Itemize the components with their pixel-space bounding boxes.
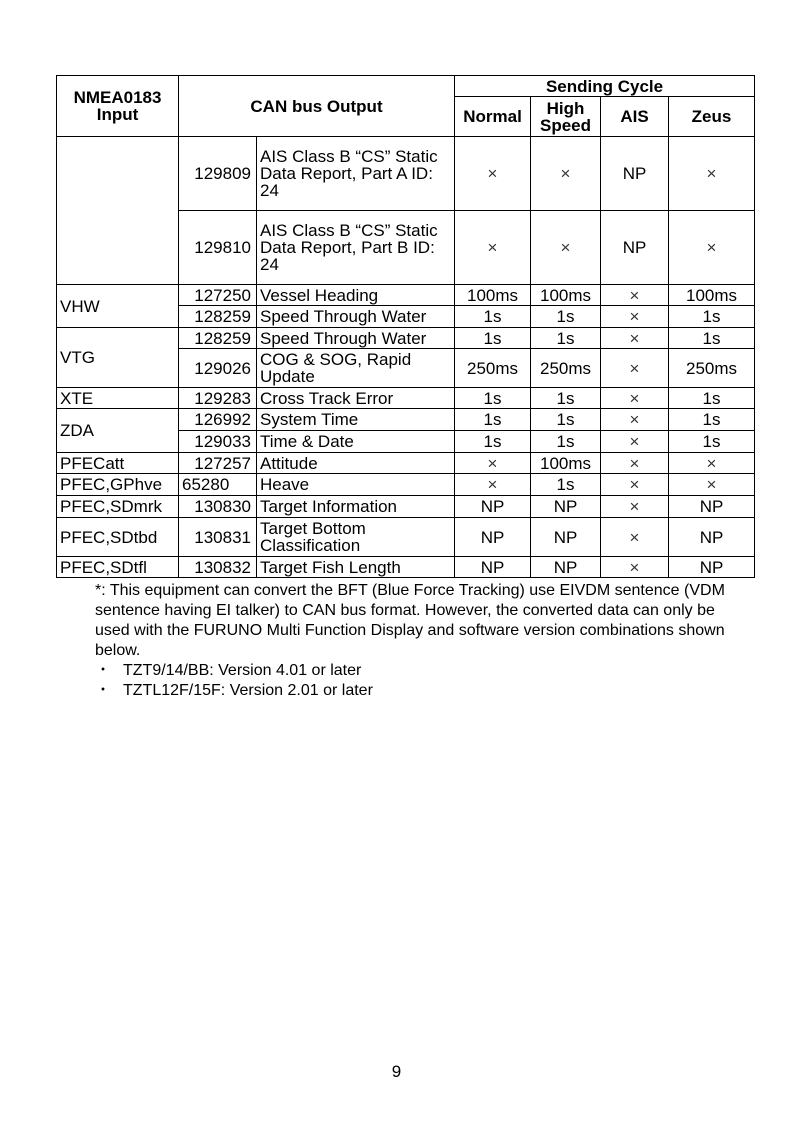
row-pgn: 129283 xyxy=(179,388,257,409)
row-high-speed: × xyxy=(531,137,601,211)
row-normal: 1s xyxy=(455,388,531,409)
row-normal: × xyxy=(455,474,531,496)
row-zeus: NP xyxy=(669,496,755,518)
table-row xyxy=(57,453,755,474)
row-zeus: 1s xyxy=(669,431,755,453)
row-normal: 1s xyxy=(455,431,531,453)
row-high-speed: 1s xyxy=(531,431,601,453)
row-zeus: 1s xyxy=(669,328,755,349)
footnote xyxy=(95,581,735,701)
row-description: Speed Through Water xyxy=(257,306,455,328)
row-description: COG & SOG, Rapid Update xyxy=(257,349,455,388)
row-input: XTE xyxy=(57,388,179,409)
row-zeus: × xyxy=(669,453,755,474)
row-ais: × xyxy=(601,496,669,518)
row-description: Target Fish Length xyxy=(257,557,455,578)
row-input: PFEC,SDmrk xyxy=(57,496,179,518)
row-input: ZDA xyxy=(57,409,179,453)
table-row xyxy=(57,557,755,578)
row-high-speed: 1s xyxy=(531,328,601,349)
row-ais: × xyxy=(601,474,669,496)
footnote-paragraph: *: This equipment can convert the BFT (Blue Force Tracking) use EIVDM sentence (VDM sentence having EI talker) to CAN bus format. However, the converted data can only be used with the FURUNO Multi Function Display and software version combinations shown below. xyxy=(95,582,725,659)
table-row xyxy=(57,285,755,306)
row-zeus: 100ms xyxy=(669,285,755,306)
row-high-speed: × xyxy=(531,211,601,285)
table-row xyxy=(57,328,755,349)
row-high-speed: 100ms xyxy=(531,453,601,474)
row-pgn: 126992 xyxy=(179,409,257,431)
row-normal: NP xyxy=(455,557,531,578)
row-normal: × xyxy=(455,137,531,211)
row-pgn: 127250 xyxy=(179,285,257,306)
row-pgn: 129026 xyxy=(179,349,257,388)
bullet-mark: ・ xyxy=(95,682,112,699)
row-pgn: 130831 xyxy=(179,518,257,557)
row-pgn: 130832 xyxy=(179,557,257,578)
row-normal: 1s xyxy=(455,328,531,349)
row-zeus: × xyxy=(669,474,755,496)
list-item xyxy=(95,681,735,701)
row-ais: × xyxy=(601,285,669,306)
row-normal: 1s xyxy=(455,409,531,431)
row-pgn: 128259 xyxy=(179,306,257,328)
sending-cycle-table xyxy=(56,75,755,578)
row-ais: NP xyxy=(601,211,669,285)
row-ais: × xyxy=(601,409,669,431)
row-high-speed: 1s xyxy=(531,474,601,496)
row-zeus: 1s xyxy=(669,306,755,328)
table-row xyxy=(57,388,755,409)
header-zeus: Zeus xyxy=(669,97,755,137)
row-input: VHW xyxy=(57,285,179,328)
row-zeus: 250ms xyxy=(669,349,755,388)
row-ais: × xyxy=(601,306,669,328)
row-zeus: 1s xyxy=(669,388,755,409)
row-ais: × xyxy=(601,328,669,349)
row-ais: × xyxy=(601,388,669,409)
row-normal: NP xyxy=(455,518,531,557)
row-pgn: 65280 xyxy=(179,474,257,496)
row-input: VTG xyxy=(57,328,179,388)
row-ais: × xyxy=(601,518,669,557)
version-requirement: TZTL12F/15F: Version 2.01 or later xyxy=(123,682,373,699)
header-high-speed: High Speed xyxy=(531,97,601,137)
row-input: PFECatt xyxy=(57,453,179,474)
row-zeus: NP xyxy=(669,518,755,557)
row-input xyxy=(57,137,179,285)
row-high-speed: NP xyxy=(531,496,601,518)
row-high-speed: 1s xyxy=(531,306,601,328)
row-normal: 250ms xyxy=(455,349,531,388)
row-description: Attitude xyxy=(257,453,455,474)
row-normal: × xyxy=(455,453,531,474)
row-description: AIS Class B “CS” Static Data Report, Part A ID: 24 xyxy=(257,137,455,211)
table-row xyxy=(57,409,755,431)
row-description: Heave xyxy=(257,474,455,496)
row-zeus: NP xyxy=(669,557,755,578)
row-ais: × xyxy=(601,431,669,453)
row-description: Vessel Heading xyxy=(257,285,455,306)
row-pgn: 129033 xyxy=(179,431,257,453)
row-description: Target Information xyxy=(257,496,455,518)
header-normal: Normal xyxy=(455,97,531,137)
header-ais: AIS xyxy=(601,97,669,137)
row-zeus: 1s xyxy=(669,409,755,431)
version-requirement: TZT9/14/BB: Version 4.01 or later xyxy=(123,662,362,679)
row-input: PFEC,SDtfl xyxy=(57,557,179,578)
sending-cycle-table-container xyxy=(56,75,754,578)
row-input: PFEC,GPhve xyxy=(57,474,179,496)
row-input: PFEC,SDtbd xyxy=(57,518,179,557)
row-description: Speed Through Water xyxy=(257,328,455,349)
header-nmea-input: NMEA0183 Input xyxy=(57,76,179,137)
table-row xyxy=(57,137,755,211)
header-can-output: CAN bus Output xyxy=(179,76,455,137)
row-pgn: 130830 xyxy=(179,496,257,518)
list-item xyxy=(95,661,735,681)
header-sending-cycle: Sending Cycle xyxy=(455,76,755,97)
row-normal: 100ms xyxy=(455,285,531,306)
row-high-speed: NP xyxy=(531,518,601,557)
row-normal: NP xyxy=(455,496,531,518)
row-high-speed: 100ms xyxy=(531,285,601,306)
row-pgn: 129809 xyxy=(179,137,257,211)
row-high-speed: NP xyxy=(531,557,601,578)
row-zeus: × xyxy=(669,211,755,285)
row-high-speed: 1s xyxy=(531,409,601,431)
row-high-speed: 250ms xyxy=(531,349,601,388)
row-high-speed: 1s xyxy=(531,388,601,409)
row-description: Target Bottom Classification xyxy=(257,518,455,557)
row-description: AIS Class B “CS” Static Data Report, Part B ID: 24 xyxy=(257,211,455,285)
table-row xyxy=(57,474,755,496)
row-description: Time & Date xyxy=(257,431,455,453)
row-description: System Time xyxy=(257,409,455,431)
row-pgn: 127257 xyxy=(179,453,257,474)
row-pgn: 128259 xyxy=(179,328,257,349)
row-normal: × xyxy=(455,211,531,285)
row-ais: × xyxy=(601,453,669,474)
row-pgn: 129810 xyxy=(179,211,257,285)
row-normal: 1s xyxy=(455,306,531,328)
row-zeus: × xyxy=(669,137,755,211)
row-ais: × xyxy=(601,349,669,388)
bullet-mark: ・ xyxy=(95,662,112,679)
page-number: 9 xyxy=(391,1062,402,1081)
row-ais: NP xyxy=(601,137,669,211)
row-ais: × xyxy=(601,557,669,578)
row-description: Cross Track Error xyxy=(257,388,455,409)
table-row xyxy=(57,518,755,557)
table-row xyxy=(57,496,755,518)
